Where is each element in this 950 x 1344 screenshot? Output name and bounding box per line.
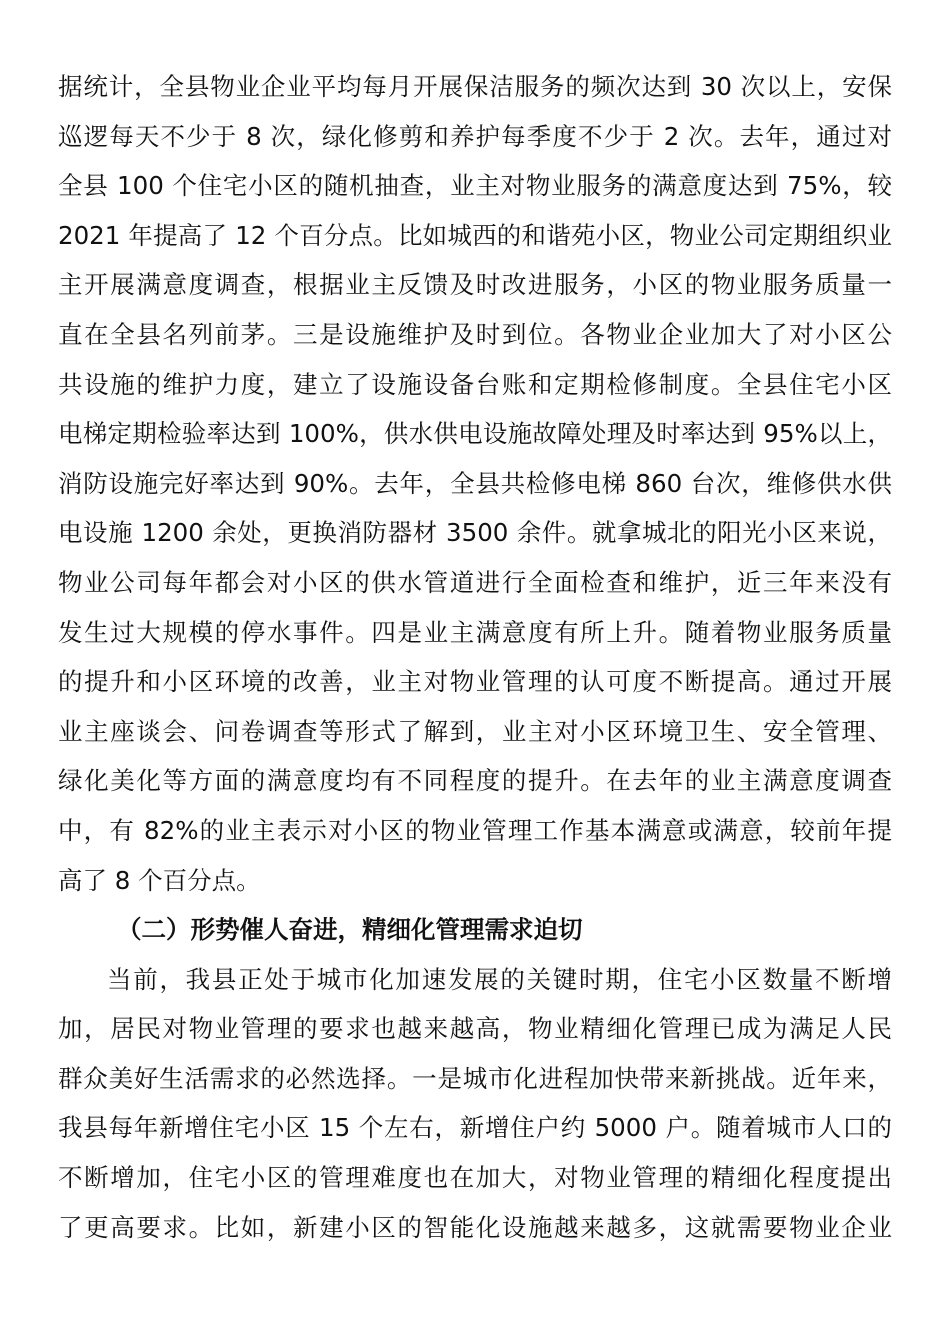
- text-line: 电梯定期检验率达到 100%，供水供电设施故障处理及时率达到 95%以上，: [58, 419, 892, 449]
- section-heading: （二）形势催人奋进，精细化管理需求迫切: [117, 915, 583, 945]
- text-line: 业主座谈会、问卷调查等形式了解到，业主对小区环境卫生、安全管理、: [58, 716, 892, 746]
- text-line: 直在全县名列前茅。三是设施维护及时到位。各物业企业加大了对小区公: [58, 319, 892, 349]
- text-line: 群众美好生活需求的必然选择。一是城市化进程加快带来新挑战。近年来，: [58, 1063, 892, 1093]
- text-line: 共设施的维护力度，建立了设施设备台账和定期检修制度。全县住宅小区: [58, 369, 892, 399]
- text-line: 当前，我县正处于城市化加速发展的关键时期，住宅小区数量不断增: [107, 964, 892, 994]
- text-line: 不断增加，住宅小区的管理难度也在加大，对物业管理的精细化程度提出: [58, 1163, 892, 1193]
- text-line: 中，有 82%的业主表示对小区的物业管理工作基本满意或满意，较前年提: [58, 815, 892, 845]
- text-line: 的提升和小区环境的改善，业主对物业管理的认可度不断提高。通过开展: [58, 667, 892, 697]
- paragraph-facility-satisfaction: [58, 62, 892, 905]
- text-line: 据统计，全县物业企业平均每月开展保洁服务的频次达到 30 次以上，安保: [58, 72, 892, 101]
- text-line: 2021 年提高了 12 个百分点。比如城西的和谐苑小区，物业公司定期组织业: [58, 220, 892, 250]
- document-page: [58, 62, 892, 1252]
- text-line: 物业公司每年都会对小区的供水管道进行全面检查和维护，近三年来没有: [58, 567, 892, 597]
- text-line: 巡逻每天不少于 8 次，绿化修剪和养护每季度不少于 2 次。去年，通过对: [58, 121, 892, 151]
- text-line: 全县 100 个住宅小区的随机抽查，业主对物业服务的满意度达到 75%，较: [58, 171, 892, 201]
- text-line: 消防设施完好率达到 90%。去年，全县共检修电梯 860 台次，维修供水供: [58, 468, 892, 498]
- text-line: 加，居民对物业管理的要求也越来越高，物业精细化管理已成为满足人民: [58, 1014, 892, 1044]
- paragraph-urbanization: [58, 955, 892, 1253]
- text-line: 主开展满意度调查，根据业主反馈及时改进服务，小区的物业服务质量一: [58, 270, 892, 300]
- text-line: 了更高要求。比如，新建小区的智能化设施越来越多，这就需要物业企业: [58, 1212, 892, 1242]
- text-line: 电设施 1200 余处，更换消防器材 3500 余件。就拿城北的阳光小区来说，: [58, 518, 892, 548]
- text-line: 高了 8 个百分点。: [58, 865, 261, 895]
- text-line: 我县每年新增住宅小区 15 个左右，新增住户约 5000 户。随着城市人口的: [58, 1113, 892, 1143]
- text-line: 绿化美化等方面的满意度均有不同程度的提升。在去年的业主满意度调查: [58, 766, 892, 796]
- text-line: 发生过大规模的停水事件。四是业主满意度有所上升。随着物业服务质量: [58, 617, 892, 647]
